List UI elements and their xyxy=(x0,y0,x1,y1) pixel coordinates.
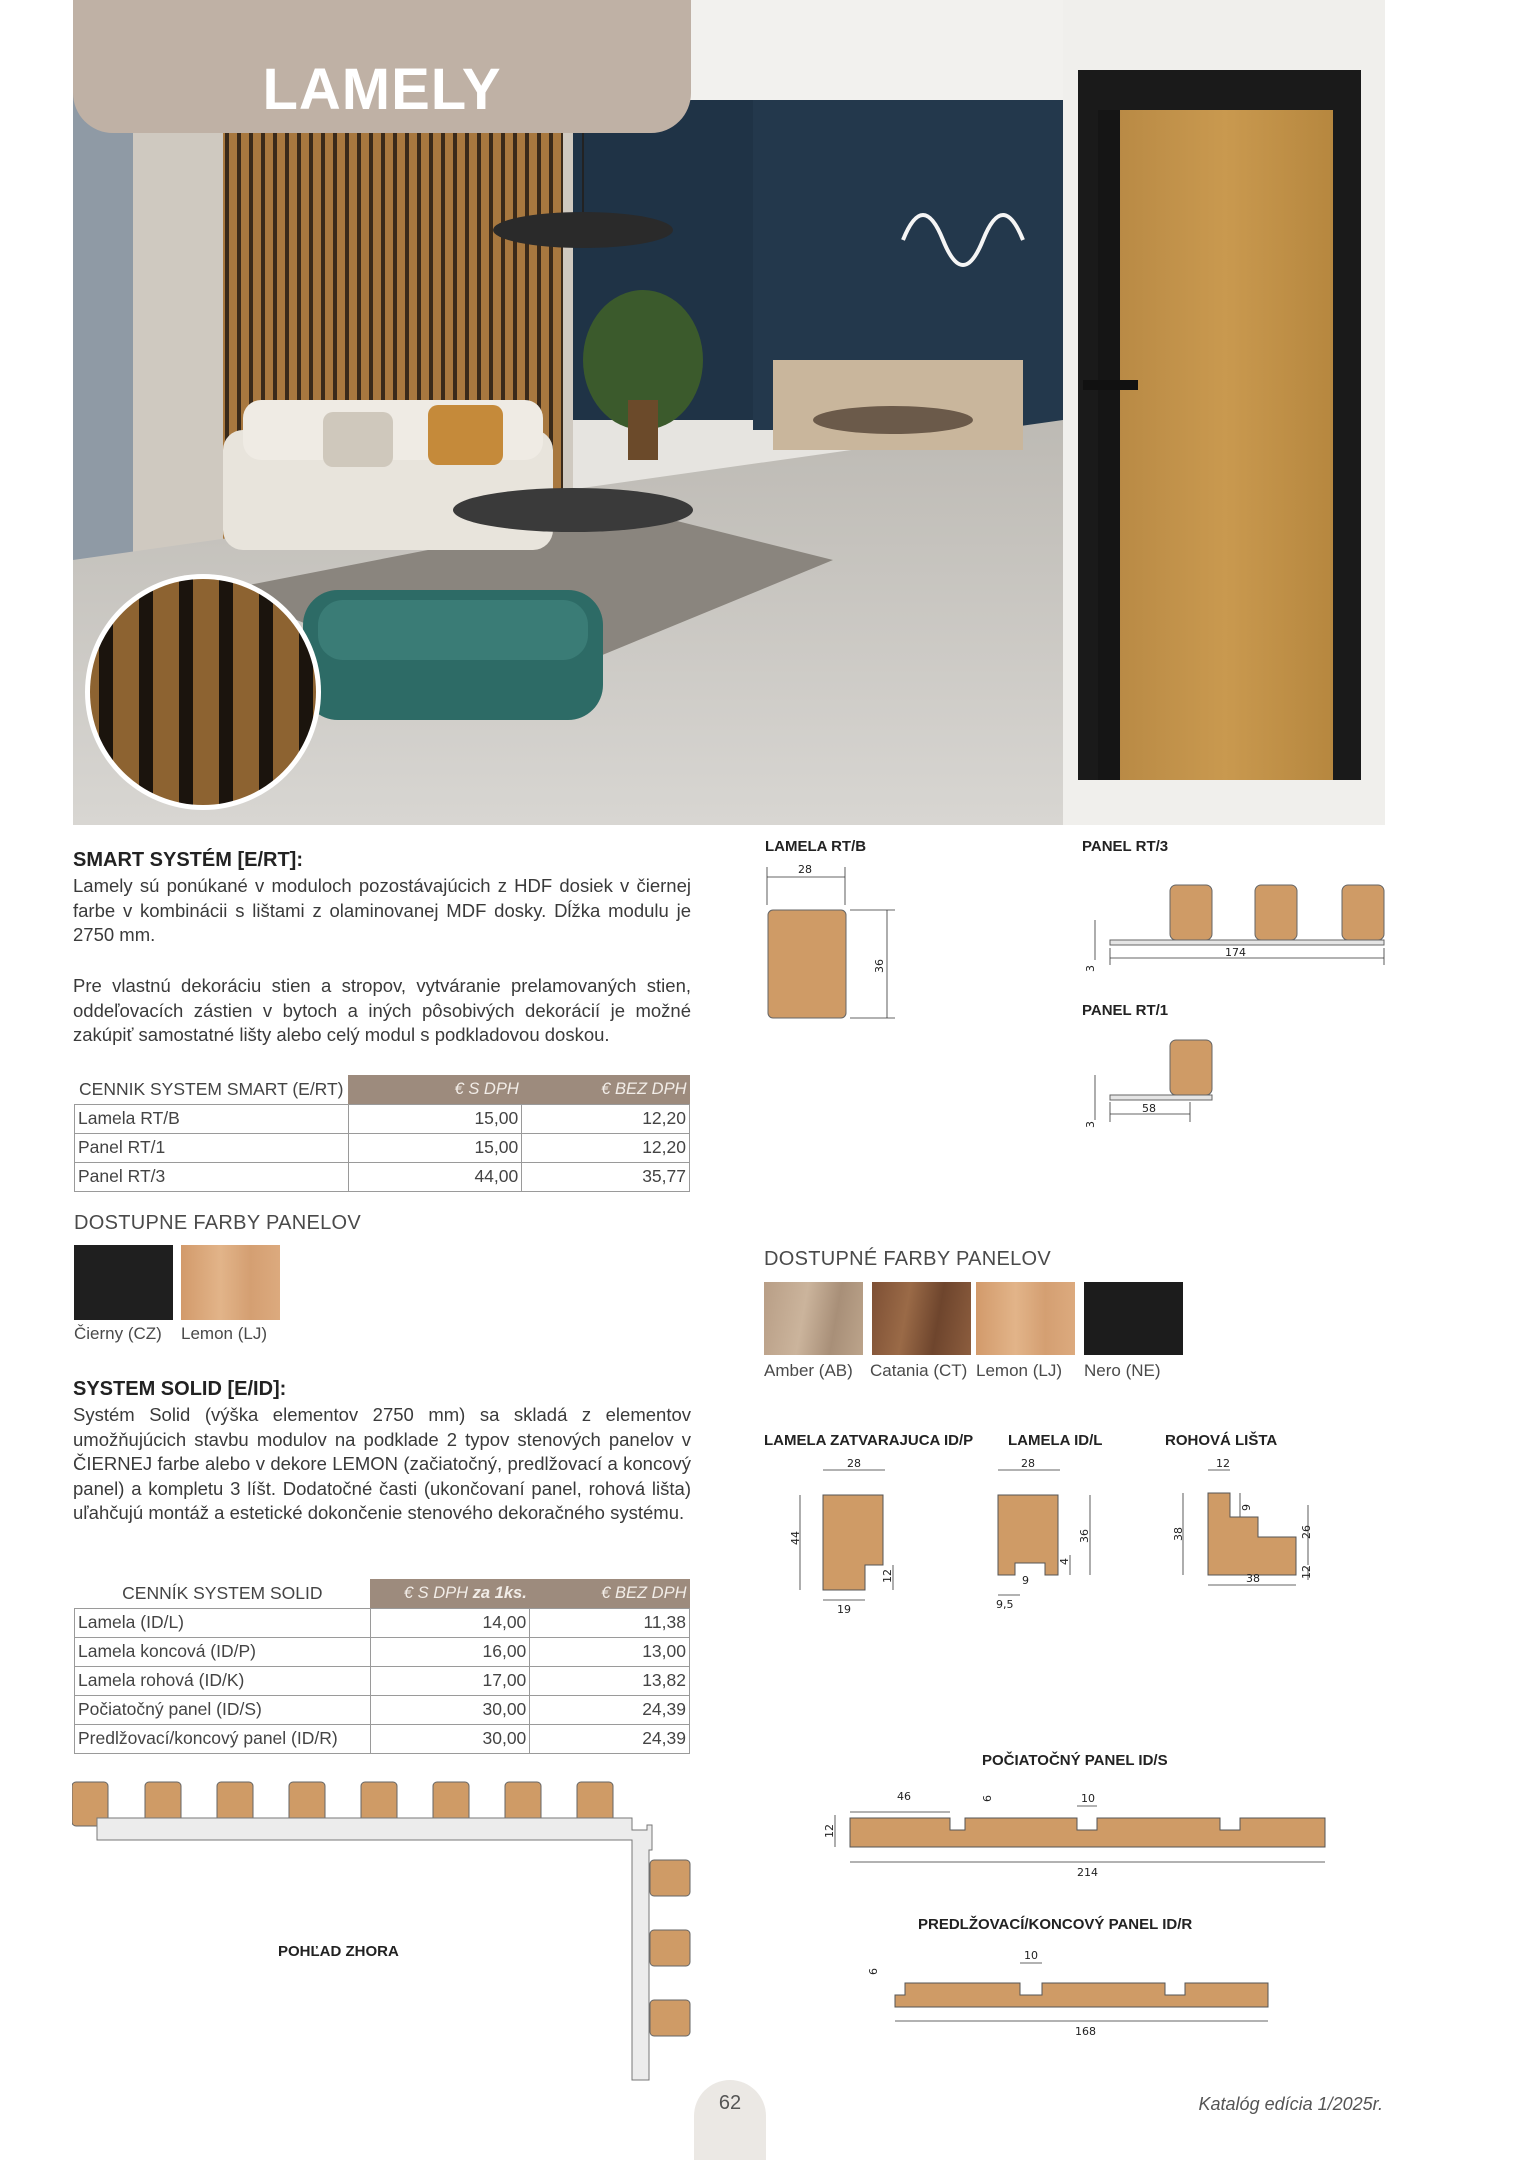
swatch-label: Lemon (LJ) xyxy=(976,1361,1062,1380)
smart-paragraph-2: Pre vlastnú dekoráciu stien a stropov, vytváranie prelamovaných stien, oddeľovacích zástien v bytoch a iných pôsobivých dekorácií je možné zakúpiť samostatné lišty alebo celý modul s podkladovou doskou. xyxy=(73,975,691,1045)
table-header: € BEZ DPH xyxy=(530,1579,690,1608)
table-cell: Panel RT/3 xyxy=(75,1162,349,1191)
diagram-title-lamela-rtb: LAMELA RT/B xyxy=(765,838,867,855)
table-header xyxy=(370,1579,530,1608)
table-header: CENNIK SYSTEM SMART (E/RT) xyxy=(79,1078,344,1099)
color-swatch-catania xyxy=(872,1282,971,1355)
table-cell: 24,39 xyxy=(530,1695,690,1724)
table-cell: 14,00 xyxy=(370,1608,530,1637)
diagram-title-top-view: POHĽAD ZHORA xyxy=(278,1943,399,1960)
dim-label: 9 xyxy=(1240,1504,1253,1511)
table-cell: Lamela (ID/L) xyxy=(75,1608,371,1637)
table-cell: 12,20 xyxy=(522,1104,690,1133)
table-row xyxy=(75,1133,690,1162)
table-cell: 13,00 xyxy=(530,1637,690,1666)
dim-label: 38 xyxy=(1246,1572,1260,1585)
table-cell: 44,00 xyxy=(348,1162,522,1191)
dim-label: 10 xyxy=(1081,1792,1095,1805)
table-cell: 15,00 xyxy=(348,1133,522,1162)
predlzovaci-panel-diagram xyxy=(860,1945,1280,2045)
dim-label: 58 xyxy=(1142,1102,1156,1115)
pociatocny-panel-diagram xyxy=(815,1780,1335,1890)
dim-label: 4 xyxy=(1058,1558,1071,1565)
dim-label: 38 xyxy=(1172,1527,1185,1541)
dim-label: 36 xyxy=(1078,1529,1091,1543)
dim-label: 12 xyxy=(823,1824,836,1838)
table-cell: 11,38 xyxy=(530,1608,690,1637)
dim-label: 28 xyxy=(798,863,812,876)
dim-label: 12 xyxy=(1216,1457,1230,1470)
page-number: 62 xyxy=(718,2092,742,2114)
color-swatch-nero xyxy=(1084,1282,1183,1355)
catalog-edition: Katalóg edícia 1/2025r. xyxy=(1198,2094,1383,2114)
table-cell: 24,39 xyxy=(530,1724,690,1753)
dim-label: 9 xyxy=(1022,1574,1029,1587)
diagram-title-predlzovaci: PREDLŽOVACÍ/KONCOVÝ PANEL ID/R xyxy=(918,1916,1193,1933)
dim-label: 28 xyxy=(847,1457,861,1470)
panel-rt3-diagram xyxy=(1080,870,1385,1000)
swatch-label: Čierny (CZ) xyxy=(74,1324,162,1343)
table-row xyxy=(75,1104,690,1133)
diagram-title-panel-rt1: PANEL RT/1 xyxy=(1082,1002,1169,1019)
table-cell: Lamela koncová (ID/P) xyxy=(75,1637,371,1666)
swatch-label: Lemon (LJ) xyxy=(181,1324,267,1343)
smart-colors-title: DOSTUPNE FARBY PANELOV xyxy=(74,1212,362,1234)
table-cell: 35,77 xyxy=(522,1162,690,1191)
table-cell: Lamela RT/B xyxy=(75,1104,349,1133)
top-view-diagram xyxy=(72,1780,702,2090)
dim-label: 168 xyxy=(1075,2025,1096,2038)
lamela-rtb-diagram xyxy=(760,855,910,1025)
dim-label: 36 xyxy=(873,959,886,973)
dim-label: 9,5 xyxy=(996,1598,1014,1611)
table-header: € S DPH xyxy=(348,1075,522,1104)
dim-label: 6 xyxy=(867,1968,880,1975)
color-swatch-amber xyxy=(764,1282,863,1355)
table-cell: 16,00 xyxy=(370,1637,530,1666)
table-row xyxy=(75,1695,690,1724)
lamela-idl-diagram xyxy=(990,1455,1110,1620)
table-cell: 30,00 xyxy=(370,1695,530,1724)
table-row xyxy=(75,1637,690,1666)
color-swatch-lemon xyxy=(181,1245,280,1320)
table-cell: Lamela rohová (ID/K) xyxy=(75,1666,371,1695)
dim-label: 3 xyxy=(1084,965,1097,972)
swatch-label: Amber (AB) xyxy=(764,1361,853,1380)
dim-label: 44 xyxy=(789,1531,802,1545)
table-header-row xyxy=(75,1075,690,1104)
table-cell: 13,82 xyxy=(530,1666,690,1695)
dim-label: 3 xyxy=(1084,1121,1097,1128)
solid-price-table xyxy=(74,1579,690,1754)
dim-label: 174 xyxy=(1225,946,1246,959)
dim-label: 28 xyxy=(1021,1457,1035,1470)
dim-label: 12 xyxy=(881,1569,894,1583)
table-cell: 30,00 xyxy=(370,1724,530,1753)
table-cell: 12,20 xyxy=(522,1133,690,1162)
diagram-title-zatvarajuca: LAMELA ZATVARAJUCA ID/P xyxy=(764,1432,974,1449)
table-row xyxy=(75,1666,690,1695)
diagram-title-rohova: ROHOVÁ LIŠTA xyxy=(1165,1432,1278,1449)
smart-price-table xyxy=(74,1075,690,1192)
dim-label: 10 xyxy=(1024,1949,1038,1962)
dim-label: 214 xyxy=(1077,1866,1098,1879)
table-row xyxy=(75,1162,690,1191)
dim-label: 19 xyxy=(837,1603,851,1616)
page-title: LAMELY xyxy=(262,57,502,122)
table-header-part: € S DPH xyxy=(403,1583,469,1602)
color-swatch-lemon xyxy=(976,1282,1075,1355)
swatch-label: Nero (NE) xyxy=(1084,1361,1161,1380)
solid-colors-title: DOSTUPNÉ FARBY PANELOV xyxy=(764,1248,1052,1270)
panel-rt1-diagram xyxy=(1080,1030,1230,1130)
lamela-zatvarajuca-diagram xyxy=(785,1455,920,1620)
solid-paragraph: Systém Solid (výška elementov 2750 mm) sa skladá z elementov umožňujúcich stavbu modulov na podklade 2 typov stenových panelov v ČIERNEJ farbe alebo v dekore LEMON (začiatočný, predlžovací a koncový panel) a kompletu 3 líšt. Dodatočné časti (ukončovaní panel, rohová lišta) uľahčujú montáž a estetické dokončenie stenového dekoračného systému. xyxy=(73,1404,691,1523)
rohova-lista-diagram xyxy=(1168,1455,1333,1605)
table-cell: 15,00 xyxy=(348,1104,522,1133)
table-cell: Počiatočný panel (ID/S) xyxy=(75,1695,371,1724)
table-cell: Predlžovací/koncový panel (ID/R) xyxy=(75,1724,371,1753)
dim-label: 26 xyxy=(1300,1525,1313,1539)
dim-label: 12 xyxy=(1300,1565,1313,1579)
swatch-label: Catania (CT) xyxy=(870,1361,968,1380)
dim-label: 46 xyxy=(897,1790,911,1803)
diagram-title-panel-rt3: PANEL RT/3 xyxy=(1082,838,1169,855)
diagram-title-pociatocny: POČIATOČNÝ PANEL ID/S xyxy=(982,1752,1168,1769)
diagram-title-lamela-idl: LAMELA ID/L xyxy=(1008,1432,1103,1449)
color-swatch-black xyxy=(74,1245,173,1320)
table-row xyxy=(75,1608,690,1637)
smart-heading: SMART SYSTÉM [E/RT]: xyxy=(73,849,303,871)
smart-paragraph-1: Lamely sú ponúkané v moduloch pozostávajúcich z HDF dosiek v čiernej farbe v kombinácii s lištami z olaminovanej MDF dosky. Dĺžka modulu je 2750 mm. xyxy=(73,875,691,945)
table-row xyxy=(75,1724,690,1753)
dim-label: 6 xyxy=(981,1795,994,1802)
table-cell: Panel RT/1 xyxy=(75,1133,349,1162)
table-header-part: za 1ks. xyxy=(472,1583,527,1602)
table-header: CENNÍK SYSTEM SOLID xyxy=(122,1582,323,1603)
table-header: € BEZ DPH xyxy=(522,1075,690,1104)
table-cell: 17,00 xyxy=(370,1666,530,1695)
solid-heading: SYSTEM SOLID [E/ID]: xyxy=(73,1378,287,1400)
table-header-row xyxy=(75,1579,690,1608)
